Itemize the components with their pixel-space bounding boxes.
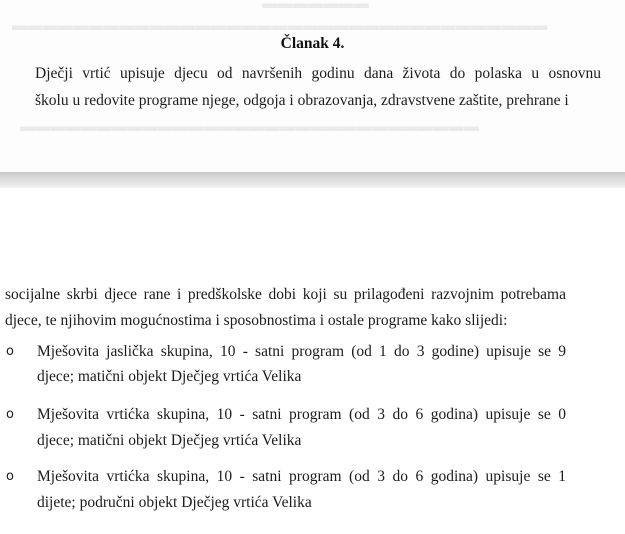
page-divider [0, 172, 625, 188]
article-line-1: Dječji vrtić upisuje djecu od navršenih godinu dana života do polaska u osnovnu [35, 65, 601, 82]
bullet-icon: o [6, 469, 14, 484]
list-item-3-line-2: dijete; područni objekt Dječjeg vrtića Velika [37, 494, 312, 511]
article-line-2: školu u redovite programe njege, odgoja i obrazovanja, zdravstvene zaštite, prehrane i [35, 92, 569, 109]
bleed-through-text: ▬▬▬▬▬▬▬▬▬▬▬▬▬▬▬▬▬▬▬▬▬▬▬▬▬▬▬▬▬▬ [20, 119, 479, 135]
continuation-line-1: socijalne skrbi djece rane i predškolske dobi koji su prilagođeni razvojnim potrebama [5, 286, 566, 303]
continuation-line-2: djece, te njihovim mogućnostima i sposobnostima i ostale programe kako slijedi: [5, 312, 508, 329]
list-item-1-line-1: Mješovita jaslička skupina, 10 - satni program (od 1 do 3 godine) upisuje se 9 [37, 343, 566, 360]
bullet-icon: o [6, 344, 14, 359]
page-bottom-section [0, 188, 625, 534]
bleed-through-text: ▬▬▬▬▬▬▬▬▬▬▬▬▬▬▬▬▬▬▬▬▬▬▬▬▬▬▬▬▬▬▬▬▬▬▬ [12, 18, 548, 34]
bullet-icon: o [6, 407, 14, 422]
article-title: Članak 4. [280, 35, 345, 52]
bleed-through-text: ▬▬▬▬▬▬▬ [262, 0, 370, 12]
list-item-3-line-1: Mješovita vrtićka skupina, 10 - satni program (od 3 do 6 godina) upisuje se 1 [37, 468, 566, 485]
list-item-2-line-1: Mješovita vrtićka skupina, 10 - satni program (od 3 do 6 godina) upisuje se 0 [37, 406, 566, 423]
page-top-section [0, 0, 625, 172]
list-item-2-line-2: djece; matični objekt Dječjeg vrtića Velika [37, 432, 302, 449]
list-item-1-line-2: djece; matični objekt Dječjeg vrtića Velika [37, 368, 302, 385]
